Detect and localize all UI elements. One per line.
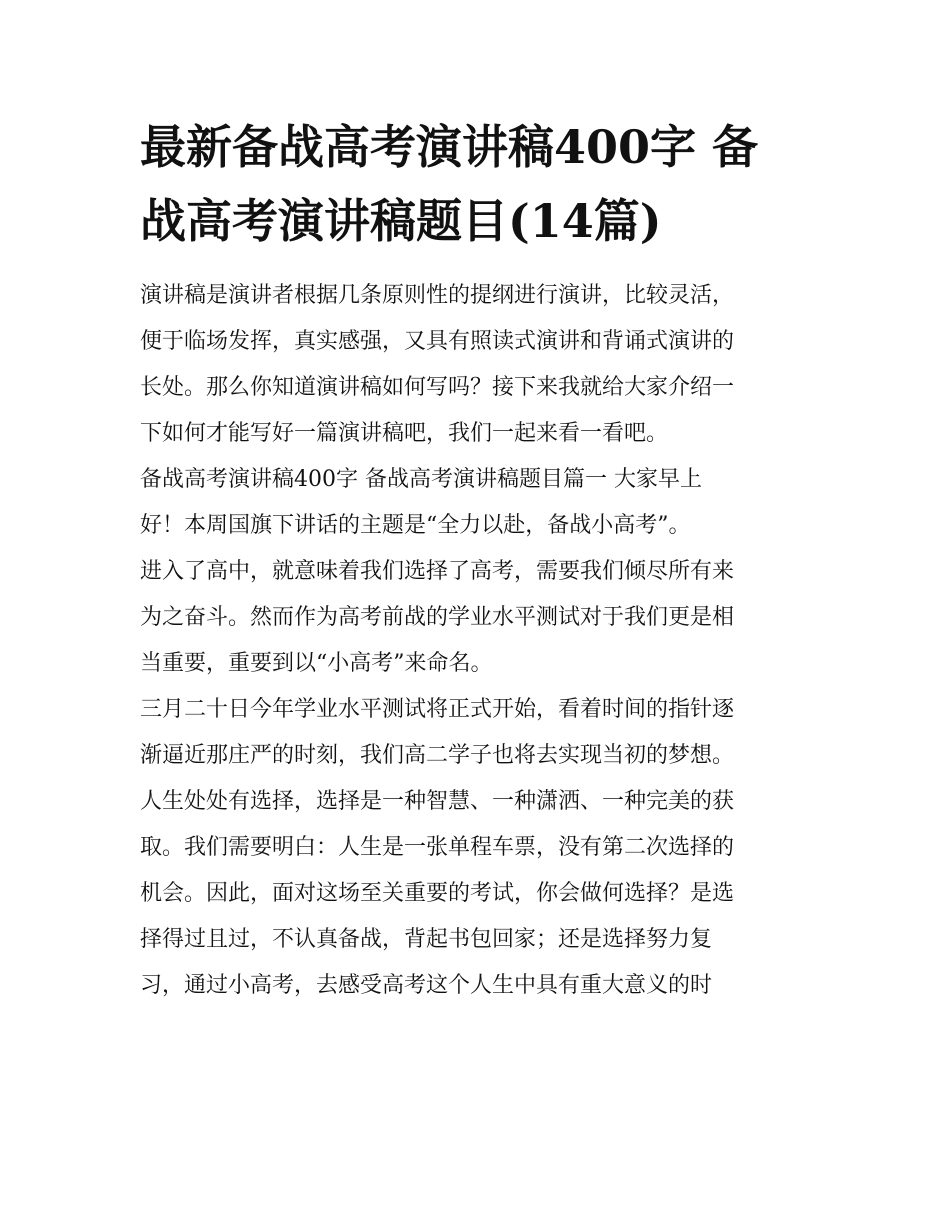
body-line: 习，通过小高考，去感受高考这个人生中具有重大意义的时 xyxy=(140,973,713,998)
body-line: 机会。因此，面对这场至关重要的考试，你会做何选择？是选 xyxy=(140,881,735,906)
document-content xyxy=(140,110,820,1009)
body-line: 为之奋斗。然而作为高考前战的学业水平测试对于我们更是相 xyxy=(140,605,735,630)
body-line: 人生处处有选择，选择是一种智慧、一种潇洒、一种完美的获 xyxy=(140,789,735,814)
body-line: 当重要，重要到以“小高考”来命名。 xyxy=(140,651,493,676)
body-line: 择得过且过，不认真备战，背起书包回家；还是选择努力复 xyxy=(140,927,713,952)
body-line: 好！本周国旗下讲话的主题是“全力以赴，备战小高考”。 xyxy=(140,513,691,538)
body-line: 进入了高中，就意味着我们选择了高考，需要我们倾尽所有来 xyxy=(140,559,735,584)
body-line: 三月二十日今年学业水平测试将正式开始，看着时间的指针逐 xyxy=(140,697,735,722)
document-title: 最新备战高考演讲稿400字 备 战高考演讲稿题目(14篇) xyxy=(140,120,759,248)
body-line: 便于临场发挥，真实感强，又具有照读式演讲和背诵式演讲的 xyxy=(140,329,735,354)
body-line: 备战高考演讲稿400字 备战高考演讲稿题目篇一 大家早上 xyxy=(140,467,702,492)
body-line: 演讲稿是演讲者根据几条原则性的提纲进行演讲，比较灵活， xyxy=(140,283,735,308)
body-line: 渐逼近那庄严的时刻，我们高二学子也将去实现当初的梦想。 xyxy=(140,743,735,768)
body-line: 长处。那么你知道演讲稿如何写吗？接下来我就给大家介绍一 xyxy=(140,375,735,400)
body-line: 下如何才能写好一篇演讲稿吧，我们一起来看一看吧。 xyxy=(140,421,669,446)
body-line: 取。我们需要明白：人生是一张单程车票，没有第二次选择的 xyxy=(140,835,735,860)
